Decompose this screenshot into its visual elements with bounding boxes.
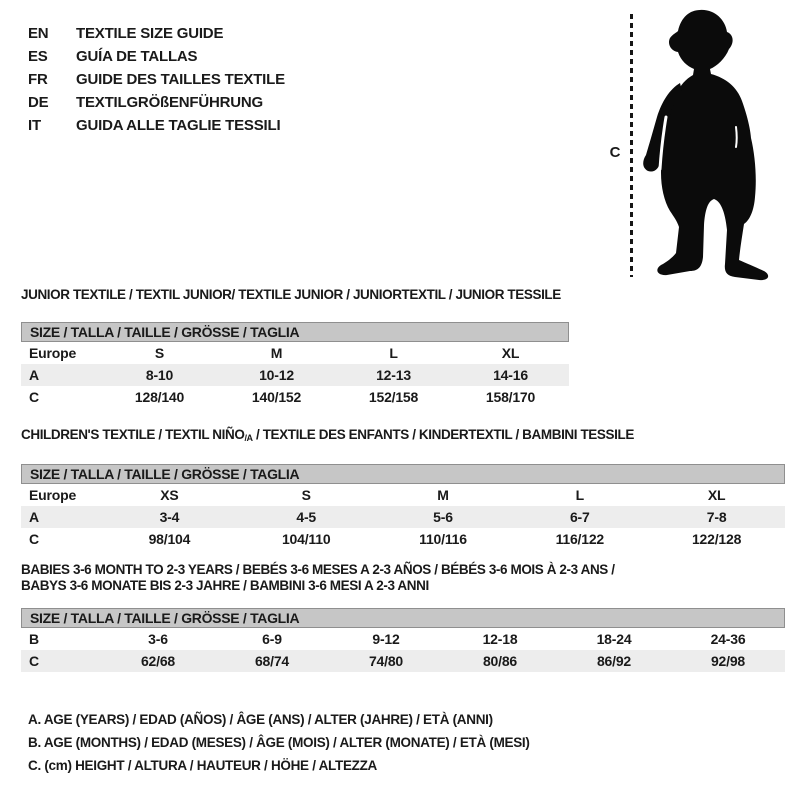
- value-cell: 7-8: [706, 509, 727, 525]
- language-title: GUÍA DE TALLAS: [76, 48, 198, 65]
- value-cell: 86/92: [596, 653, 632, 669]
- value-cell: 104/110: [281, 531, 331, 547]
- language-row-es: [28, 45, 285, 68]
- value-cell: 24-36: [710, 631, 746, 647]
- legend-notes: [28, 708, 530, 777]
- size-cell: XS: [160, 487, 179, 503]
- value-cell: 9-12: [372, 631, 400, 647]
- row-label: A: [29, 367, 39, 383]
- value-cell: 6-9: [262, 631, 282, 647]
- table-row: [21, 364, 569, 386]
- row-label: C: [29, 389, 39, 405]
- value-cell: 140/152: [251, 389, 302, 405]
- size-cell: M: [437, 487, 449, 503]
- size-header-band: SIZE / TALLA / TAILLE / GRÖSSE / TAGLIA: [21, 608, 785, 628]
- size-cell: S: [154, 345, 165, 361]
- height-reference-label: C: [609, 144, 621, 161]
- junior-table-title: JUNIOR TEXTILE / TEXTIL JUNIOR/ TEXTILE JUNIOR / JUNIORTEXTIL / JUNIOR TESSILE: [21, 287, 561, 302]
- language-code: DE: [28, 94, 49, 111]
- language-title: GUIDE DES TAILLES TEXTILE: [76, 71, 285, 88]
- row-label: A: [29, 509, 39, 525]
- value-cell: 98/104: [148, 531, 191, 547]
- table-row: [21, 506, 785, 528]
- language-row-de: [28, 91, 285, 114]
- value-cell: 92/98: [710, 653, 746, 669]
- language-title: TEXTILE SIZE GUIDE: [76, 25, 224, 42]
- table-row: [21, 484, 785, 506]
- note-a: A. AGE (YEARS) / EDAD (AÑOS) / ÂGE (ANS) / ALTER (JAHRE) / ETÀ (ANNI): [28, 712, 493, 727]
- size-header-band: SIZE / TALLA / TAILLE / GRÖSSE / TAGLIA: [21, 464, 785, 484]
- childrens-table-title: [21, 427, 785, 446]
- language-row-it: [28, 114, 285, 137]
- table-row: [21, 528, 785, 550]
- babies-table-title-line1: BABIES 3-6 MONTH TO 2-3 YEARS / BEBÉS 3-6 MESES A 2-3 AÑOS / BÉBÉS 3-6 MOIS À 2-3 ANS /: [21, 562, 615, 577]
- babies-table-title-line2: BABYS 3-6 MONATE BIS 2-3 JAHRE / BAMBINI 3-6 MESI A 2-3 ANNI: [21, 578, 429, 593]
- size-cell: XL: [501, 345, 520, 361]
- size-cell: L: [389, 345, 398, 361]
- value-cell: 3-6: [148, 631, 168, 647]
- title-post: / TEXTILE DES ENFANTS / KINDERTEXTIL / BAMBINI TESSILE: [252, 427, 634, 442]
- language-title: TEXTILGRÖßENFÜHRUNG: [76, 94, 264, 111]
- value-cell: 8-10: [145, 367, 174, 383]
- row-label: Europe: [29, 345, 77, 361]
- value-cell: 152/158: [368, 389, 419, 405]
- value-cell: 62/68: [140, 653, 176, 669]
- table-row: [21, 342, 569, 364]
- value-cell: 110/116: [419, 531, 467, 547]
- title-pre: CHILDREN'S TEXTILE / TEXTIL NIÑO: [21, 427, 245, 442]
- size-cell: XL: [707, 487, 726, 503]
- value-cell: 18-24: [596, 631, 632, 647]
- value-cell: 122/128: [691, 531, 742, 547]
- value-cell: 74/80: [368, 653, 404, 669]
- note-b: B. AGE (MONTHS) / EDAD (MESES) / ÂGE (MOIS) / ALTER (MONATE) / ETÀ (MESI): [28, 735, 530, 750]
- value-cell: 4-5: [296, 509, 317, 525]
- value-cell: 5-6: [433, 509, 453, 525]
- table-row: [21, 628, 785, 650]
- row-label: Europe: [29, 487, 77, 503]
- language-list: [28, 22, 285, 137]
- row-label: B: [29, 631, 39, 647]
- junior-textile-section: [21, 287, 569, 408]
- value-cell: 116/122: [555, 531, 604, 547]
- value-cell: 128/140: [134, 389, 185, 405]
- value-cell: 12-18: [482, 631, 518, 647]
- value-cell: 6-7: [569, 509, 590, 525]
- table-row: [21, 386, 569, 408]
- table-row: [21, 650, 785, 672]
- size-cell: S: [301, 487, 311, 503]
- size-header-band: SIZE / TALLA / TAILLE / GRÖSSE / TAGLIA: [21, 322, 569, 342]
- language-title: GUIDA ALLE TAGLIE TESSILI: [76, 117, 281, 134]
- value-cell: 80/86: [482, 653, 518, 669]
- size-cell: L: [575, 487, 584, 503]
- note-c: C. (cm) HEIGHT / ALTURA / HAUTEUR / HÖHE / ALTEZZA: [28, 758, 377, 773]
- value-cell: 158/170: [485, 389, 536, 405]
- value-cell: 12-13: [376, 367, 411, 383]
- value-cell: 10-12: [259, 367, 294, 383]
- language-code: ES: [28, 48, 48, 65]
- childrens-textile-section: [21, 427, 785, 550]
- row-label: C: [29, 653, 39, 669]
- language-row-en: [28, 22, 285, 45]
- title-sub: /A: [244, 433, 253, 443]
- language-code: EN: [28, 25, 49, 42]
- babies-section: [21, 562, 785, 672]
- language-row-fr: [28, 68, 285, 91]
- value-cell: 68/74: [254, 653, 290, 669]
- value-cell: 14-16: [493, 367, 528, 383]
- toddler-silhouette-icon: [640, 5, 796, 281]
- language-code: FR: [28, 71, 48, 88]
- height-dashed-line: [630, 14, 633, 277]
- size-cell: M: [270, 345, 283, 361]
- language-code: IT: [28, 117, 41, 134]
- value-cell: 3-4: [159, 509, 180, 525]
- row-label: C: [29, 531, 39, 547]
